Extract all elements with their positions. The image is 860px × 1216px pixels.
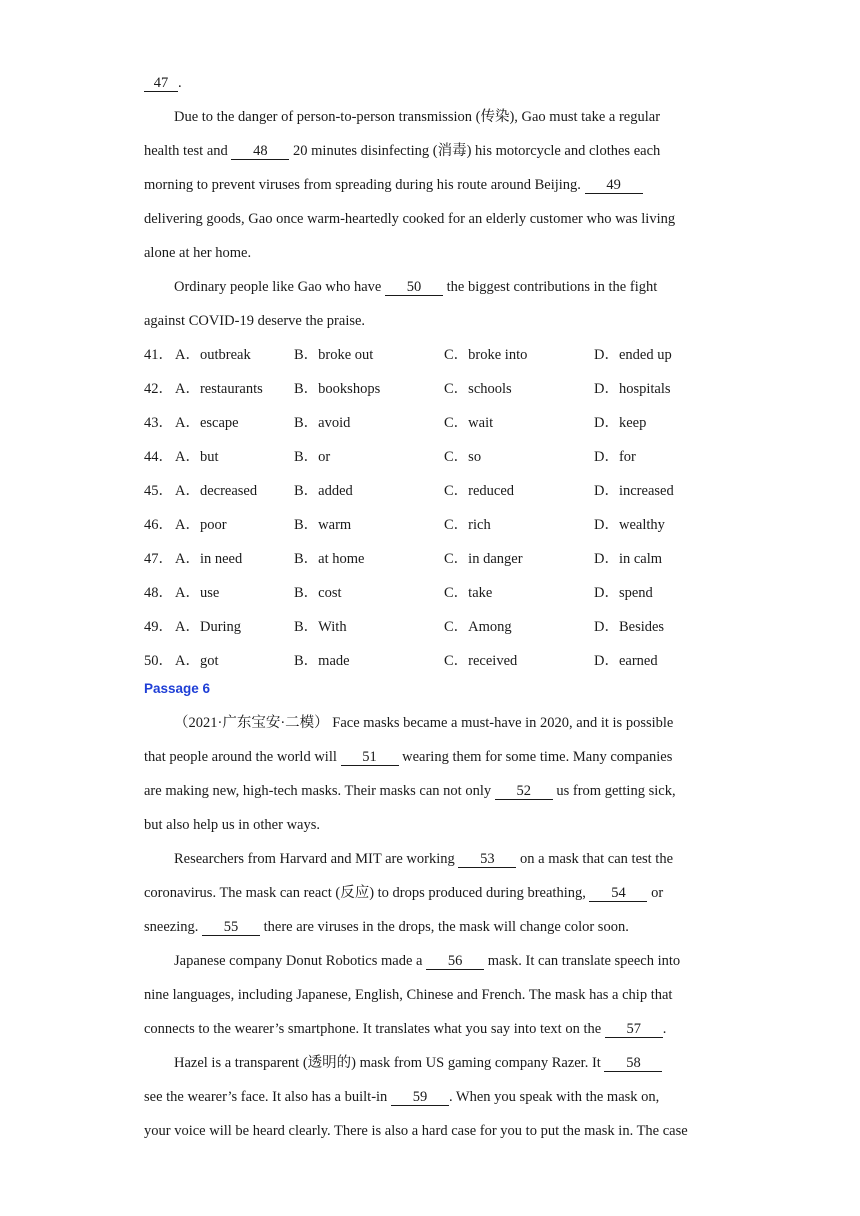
option-b[interactable]: B．made xyxy=(294,653,350,669)
option-b[interactable]: B．bookshops xyxy=(294,381,381,397)
option-c[interactable]: C．take xyxy=(444,585,493,601)
option-d[interactable]: D．Besides xyxy=(594,619,665,635)
passage-title: Passage 6 xyxy=(144,681,211,696)
text-line: Japanese company Donut Robotics made a 56 mask. It can translate speech into xyxy=(174,953,681,969)
option-c[interactable]: C．received xyxy=(444,653,518,669)
option-b[interactable]: B．or xyxy=(294,449,331,465)
text-line: your voice will be heard clearly. There is also a hard case for you to put the mask in. The case xyxy=(144,1123,688,1139)
blank-52[interactable]: 52 xyxy=(495,783,553,800)
question-number: 43． xyxy=(144,415,173,431)
option-d[interactable]: D．keep xyxy=(594,415,647,431)
option-b[interactable]: B．broke out xyxy=(294,347,374,363)
question-number: 45． xyxy=(144,483,173,499)
question-number: 50． xyxy=(144,653,173,669)
text-line: connects to the wearer’s smartphone. It translates what you say into text on the 57 . xyxy=(144,1021,667,1037)
option-a[interactable]: A．but xyxy=(175,449,219,465)
option-b[interactable]: B．added xyxy=(294,483,353,499)
text-line: but also help us in other ways. xyxy=(144,817,320,833)
option-c[interactable]: C．rich xyxy=(444,517,491,533)
blank-47[interactable]: 47 xyxy=(144,75,178,92)
option-d[interactable]: D．hospitals xyxy=(594,381,671,397)
blank-59[interactable]: 59 xyxy=(391,1089,449,1106)
text-line: Ordinary people like Gao who have 50 the biggest contributions in the fight xyxy=(174,279,658,295)
option-a[interactable]: A．During xyxy=(175,619,242,635)
blank-50[interactable]: 50 xyxy=(385,279,443,296)
question-number: 42． xyxy=(144,381,173,397)
blank-49[interactable]: 49 xyxy=(585,177,643,194)
option-b[interactable]: B．cost xyxy=(294,585,342,601)
option-c[interactable]: C．Among xyxy=(444,619,512,635)
text-line: Researchers from Harvard and MIT are working 53 on a mask that can test the xyxy=(174,851,674,867)
text-line: coronavirus. The mask can react (反应) to drops produced during breathing, 54 or xyxy=(144,885,664,901)
text-line: nine languages, including Japanese, English, Chinese and French. The mask has a chip that xyxy=(144,987,673,1003)
option-b[interactable]: B．at home xyxy=(294,551,365,567)
text-line: delivering goods, Gao once warm-heartedly cooked for an elderly customer who was living xyxy=(144,211,676,227)
option-c[interactable]: C．in danger xyxy=(444,551,523,567)
option-d[interactable]: D．ended up xyxy=(594,347,672,363)
option-d[interactable]: D．earned xyxy=(594,653,658,669)
text-line: Hazel is a transparent (透明的) mask from US gaming company Razer. It 58 xyxy=(174,1053,754,1073)
option-a[interactable]: A．escape xyxy=(175,415,239,431)
option-a[interactable]: A．got xyxy=(175,653,219,669)
blank-58[interactable]: 58 xyxy=(604,1055,662,1072)
option-d[interactable]: D．for xyxy=(594,449,636,465)
option-d[interactable]: D．wealthy xyxy=(594,517,665,533)
text-line: 47 . xyxy=(144,73,724,93)
question-number: 47． xyxy=(144,551,173,567)
option-c[interactable]: C．schools xyxy=(444,381,512,397)
option-a[interactable]: A．in need xyxy=(175,551,243,567)
option-a[interactable]: A．use xyxy=(175,585,220,601)
text-line: alone at her home. xyxy=(144,245,252,261)
option-d[interactable]: D．spend xyxy=(594,585,653,601)
option-c[interactable]: C．so xyxy=(444,449,482,465)
text-line: see the wearer’s face. It also has a built-in 59 . When you speak with the mask on, xyxy=(144,1089,660,1105)
blank-54[interactable]: 54 xyxy=(589,885,647,902)
text-line: Due to the danger of person-to-person transmission (传染), Gao must take a regular xyxy=(174,109,661,125)
blank-48[interactable]: 48 xyxy=(231,143,289,160)
option-a[interactable]: A．decreased xyxy=(175,483,258,499)
question-number: 44． xyxy=(144,449,173,465)
question-number: 46． xyxy=(144,517,173,533)
blank-51[interactable]: 51 xyxy=(341,749,399,766)
text-line: are making new, high-tech masks. Their masks can not only 52 us from getting sick, xyxy=(144,783,676,799)
option-d[interactable]: D．in calm xyxy=(594,551,663,567)
option-b[interactable]: B．avoid xyxy=(294,415,351,431)
option-c[interactable]: C．wait xyxy=(444,415,494,431)
blank-57[interactable]: 57 xyxy=(605,1021,663,1038)
option-a[interactable]: A．outbreak xyxy=(175,347,251,363)
option-b[interactable]: B．With xyxy=(294,619,347,635)
option-c[interactable]: C．reduced xyxy=(444,483,515,499)
option-a[interactable]: A．restaurants xyxy=(175,381,263,397)
question-number: 48． xyxy=(144,585,173,601)
text-line: morning to prevent viruses from spreading during his route around Beijing. 49 xyxy=(144,175,724,195)
text-line: （2021·广东宝安·二模） Face masks became a must-have in 2020, and it is possible xyxy=(174,715,674,731)
text-line: that people around the world will 51 wearing them for some time. Many companies xyxy=(144,749,673,765)
text-line: sneezing. 55 there are viruses in the drops, the mask will change color soon. xyxy=(144,919,629,935)
text-line: health test and 48 20 minutes disinfecting (消毒) his motorcycle and clothes each xyxy=(144,143,661,159)
option-a[interactable]: A．poor xyxy=(175,517,227,533)
question-number: 49． xyxy=(144,619,173,635)
option-d[interactable]: D．increased xyxy=(594,483,674,499)
blank-53[interactable]: 53 xyxy=(458,851,516,868)
option-b[interactable]: B．warm xyxy=(294,517,352,533)
blank-56[interactable]: 56 xyxy=(426,953,484,970)
question-number: 41． xyxy=(144,347,173,363)
text-line: against COVID-19 deserve the praise. xyxy=(144,313,366,329)
blank-55[interactable]: 55 xyxy=(202,919,260,936)
option-c[interactable]: C．broke into xyxy=(444,347,528,363)
